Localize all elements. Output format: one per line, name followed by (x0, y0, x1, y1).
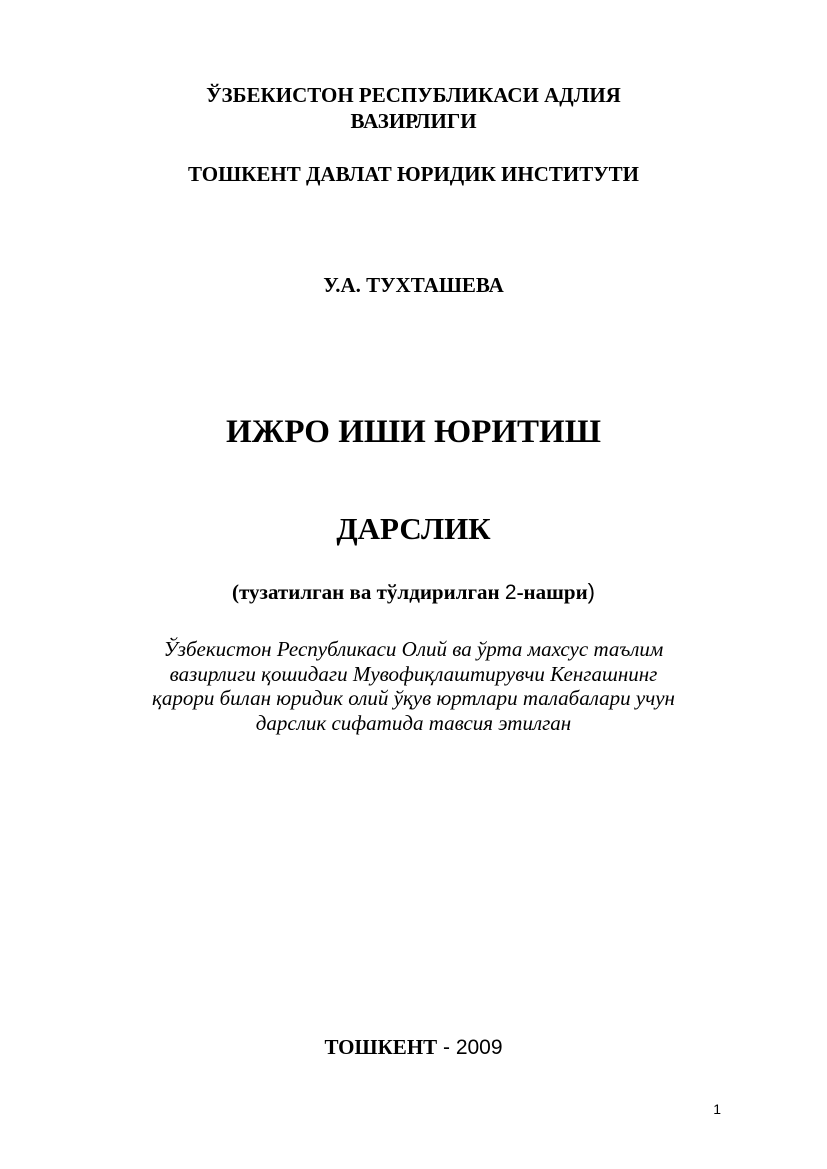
page-number: 1 (713, 1101, 721, 1117)
institute-heading: ТОШКЕНТ ДАВЛАТ ЮРИДИК ИНСТИТУТИ (188, 162, 639, 186)
edition-prefix: (тузатилган ва тўлдирилган (232, 580, 505, 604)
ministry-heading (0, 82, 827, 134)
ministry-line-2: ВАЗИРЛИГИ (350, 109, 477, 133)
publication-city: ТОШКЕНТ (324, 1035, 438, 1059)
approval-line-4: дарслик сифатида тавсия этилган (255, 710, 572, 735)
edition-suffix: -нашри (516, 580, 588, 604)
approval-line-2: вазирлиги қошидаги Мувофиқлаштирувчи Кенгашнинг (169, 661, 658, 686)
edition-note (0, 578, 827, 607)
book-type: ДАРСЛИК (336, 511, 491, 546)
ministry-line-1: ЎЗБЕКИСТОН РЕСПУБЛИКАСИ АДЛИЯ (206, 83, 621, 107)
book-title: ИЖРО ИШИ ЮРИТИШ (226, 414, 601, 450)
edition-close: ) (587, 579, 595, 604)
approval-line-3: қарори билан юридик олий ўқув юртлари талабалари учун (152, 686, 675, 710)
publication-year: 2009 (455, 1036, 503, 1059)
publication-place-year (0, 1034, 827, 1061)
publication-separator: - (437, 1036, 456, 1059)
edition-number: 2 (504, 581, 517, 604)
approval-line-1: Ўзбекистон Республикаси Олий ва ўрта махсус таълим (163, 637, 664, 661)
approval-statement (0, 637, 827, 735)
author-name: У.А. ТУХТАШЕВА (323, 273, 504, 297)
